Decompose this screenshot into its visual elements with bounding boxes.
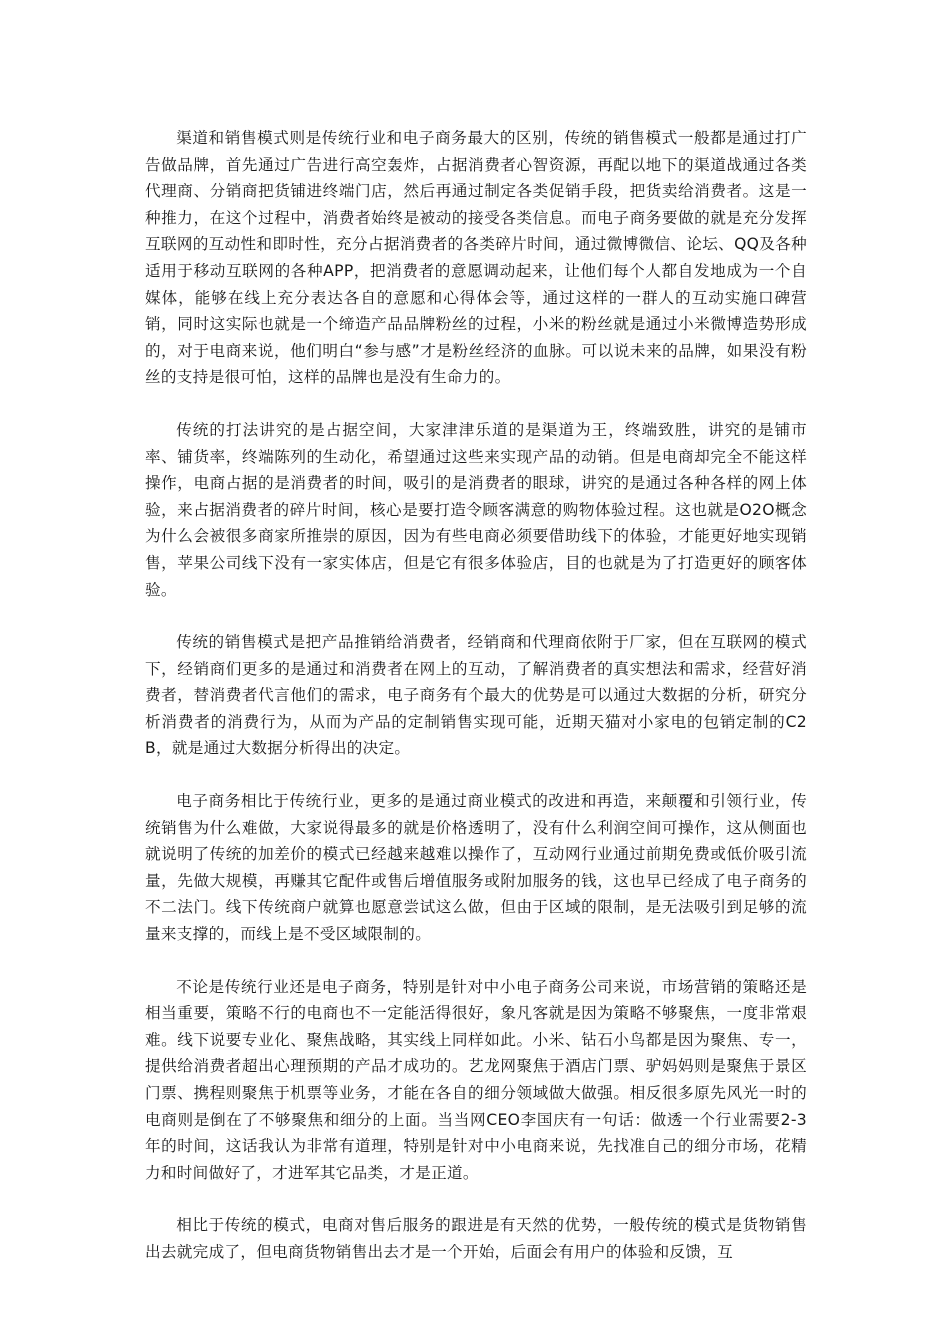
paragraph-channels-sales-model: 渠道和销售模式则是传统行业和电子商务最大的区别，传统的销售模式一般都是通过打广告做品牌，首先通过广告进行高空轰炸，占据消费者心智资源，再配以地下的渠道战通过各类代理商、分销商把货铺进终端门店，然后再通过制定各类促销手段，把货卖给消费者。这是一种推力，在这个过程中，消费者始终是被动的接受各类信息。而电子商务要做的就是充分发挥互联网的互动性和即时性，充分占据消费者的各类碎片时间，通过微博微信、论坛、QQ及各种适用于移动互联网的各种APP，把消费者的意愿调动起来，让他们每个人都自发地成为一个自媒体，能够在线上充分表达各自的意愿和心得体会等，通过这样的一群人的互动实施口碑营销，同时这实际也就是一个缔造产品品牌粉丝的过程，小米的粉丝就是通过小米微博造势形成的，对于电商来说，他们明白“参与感”才是粉丝经济的血脉。可以说未来的品牌，如果没有粉丝的支持是很可怕，这样的品牌也是没有生命力的。: [145, 129, 807, 387]
paragraph-focus-strategy: 不论是传统行业还是电子商务，特别是针对中小电子商务公司来说，市场营销的策略还是相当重要，策略不行的电商也不一定能活得很好，象凡客就是因为策略不够聚焦，一度非常艰难。线下说要专业化、聚焦战略，其实线上同样如此。小米、钻石小鸟都是因为聚焦、专一，提供给消费者超出心理预期的产品才成功的。艺龙网聚焦于酒店门票、驴妈妈则是聚焦于景区门票、携程则聚焦于机票等业务，才能在各自的细分领域做大做强。相反很多原先风光一时的电商则是倒在了不够聚焦和细分的上面。当当网CEO李国庆有一句话：做透一个行业需要2-3年的时间，这话我认为非常有道理，特别是针对中小电商来说，先找准自己的细分市场，花精力和时间做好了，才进军其它品类，才是正道。: [145, 977, 807, 1182]
paragraph-c2b-big-data: 传统的销售模式是把产品推销给消费者，经销商和代理商依附于厂家，但在互联网的模式下，经销商们更多的是通过和消费者在网上的互动，了解消费者的真实想法和需求，经营好消费者，替消费者代言他们的需求，电子商务有个最大的优势是可以通过大数据的分析，研究分析消费者的消费行为，从而为产品的定制销售实现可能，近期天猫对小家电的包销定制的C2B，就是通过大数据分析得出的决定。: [145, 633, 807, 758]
paragraph-space-vs-time: 传统的打法讲究的是占据空间，大家津津乐道的是渠道为王，终端致胜，讲究的是铺市率、铺货率，终端陈列的生动化，希望通过这些来实现产品的动销。但是电商却完全不能这样操作，电商占据的是消费者的时间，吸引的是消费者的眼球，讲究的是通过各种各样的网上体验，来占据消费者的碎片时间，核心是要打造令顾客满意的购物体验过程。这也就是O2O概念为什么会被很多商家所推崇的原因，因为有些电商必须要借助线下的体验，才能更好地实现销售，苹果公司线下没有一家实体店，但是它有很多体验店，目的也就是为了打造更好的顾客体验。: [145, 420, 807, 599]
document-body: [145, 125, 807, 1292]
paragraph-after-sales-service: 相比于传统的模式，电商对售后服务的跟进是有天然的优势，一般传统的模式是货物销售出去就完成了，但电商货物销售出去才是一个开始，后面会有用户的体验和反馈，互: [145, 1216, 807, 1261]
paragraph-business-model: 电子商务相比于传统行业，更多的是通过商业模式的改进和再造，来颠覆和引领行业，传统销售为什么难做，大家说得最多的就是价格透明了，没有什么利润空间可操作，这从侧面也就说明了传统的加差价的模式已经越来越难以操作了，互动网行业通过前期免费或低价吸引流量，先做大规模，再赚其它配件或售后增值服务或附加服务的钱，这也早已经成了电子商务的不二法门。线下传统商户就算也愿意尝试这么做，但由于区域的限制，是无法吸引到足够的流量来支撑的，而线上是不受区域限制的。: [145, 792, 807, 944]
